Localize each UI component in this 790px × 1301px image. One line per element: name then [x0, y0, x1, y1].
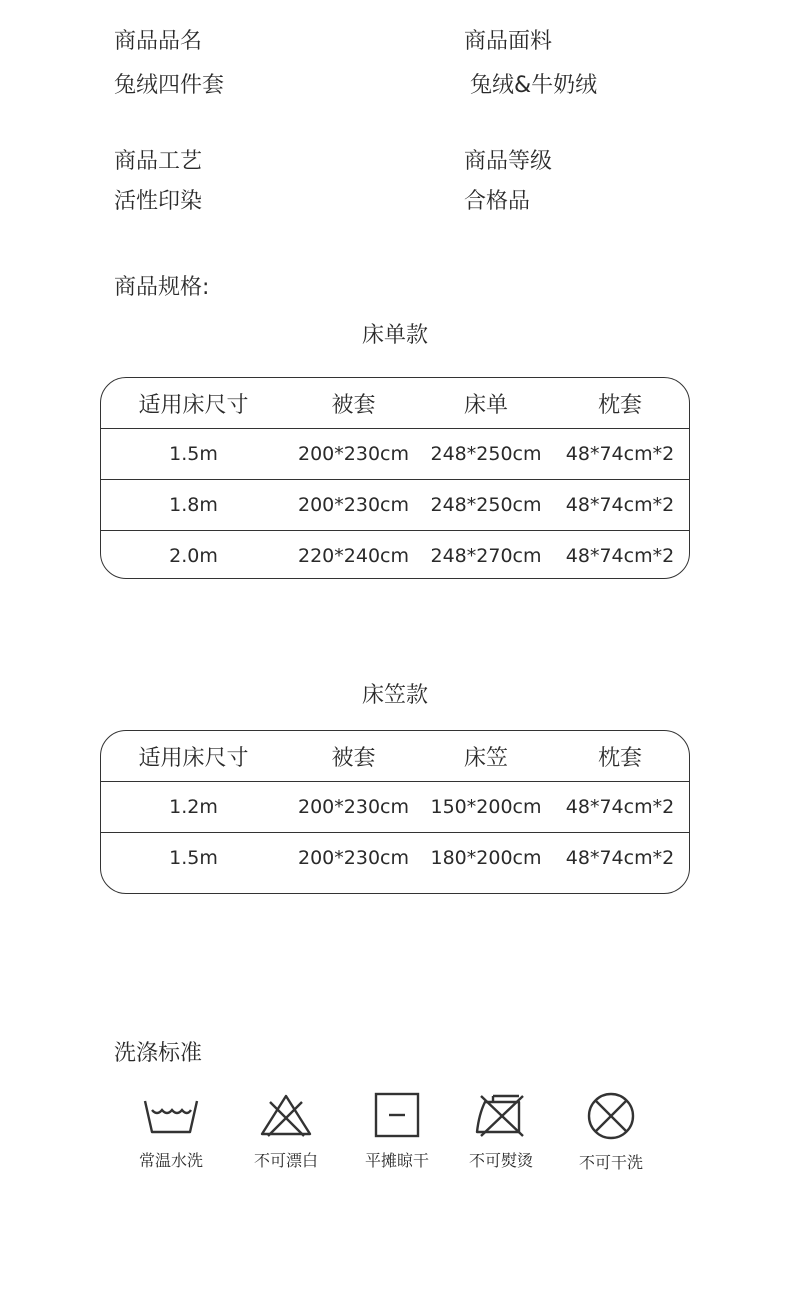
care-item-dry-flat	[342, 1092, 452, 1171]
table-cell: 248*250cm	[430, 443, 542, 465]
table-cell: 48*74cm*2	[565, 443, 675, 465]
header-duvet: 被套	[331, 745, 376, 771]
care-label: 不可熨烫	[468, 1151, 533, 1170]
care-label: 平摊晾干	[364, 1151, 429, 1170]
table-cell: 48*74cm*2	[565, 796, 675, 818]
dry-flat-icon	[367, 1092, 427, 1138]
grade-label: 商品等级	[464, 149, 553, 174]
care-item-wash	[116, 1092, 226, 1171]
header-duvet: 被套	[331, 392, 376, 418]
table-header-row	[101, 731, 689, 781]
care-item-no-dry-clean	[556, 1092, 666, 1173]
care-label: 不可漂白	[253, 1151, 318, 1170]
care-label: 常温水洗	[138, 1151, 203, 1170]
sheet-table-caption: 床单款	[361, 323, 428, 348]
no-dry-clean-icon	[581, 1092, 641, 1140]
care-label: 不可干洗	[578, 1153, 643, 1172]
craft-label: 商品工艺	[114, 149, 203, 174]
table-cell: 248*250cm	[430, 494, 542, 516]
table-row	[101, 530, 689, 579]
table-cell: 180*200cm	[430, 847, 542, 869]
care-item-no-iron	[446, 1092, 556, 1171]
table-cell: 48*74cm*2	[565, 545, 675, 567]
table-row	[101, 832, 689, 883]
no-bleach-icon	[256, 1092, 316, 1138]
spec-label: 商品规格:	[114, 275, 210, 300]
table-row	[101, 428, 689, 479]
sheet-size-table	[100, 377, 690, 579]
header-fitted-sheet: 床笠	[463, 745, 508, 771]
table-cell: 1.5m	[169, 443, 218, 465]
fitted-table-caption: 床笠款	[361, 683, 428, 708]
table-cell: 200*230cm	[298, 443, 409, 465]
table-cell: 200*230cm	[298, 494, 409, 516]
table-cell: 48*74cm*2	[565, 847, 675, 869]
care-title: 洗涤标准	[114, 1041, 203, 1066]
table-cell: 48*74cm*2	[565, 494, 675, 516]
table-cell: 1.2m	[169, 796, 218, 818]
header-pillowcase: 枕套	[597, 745, 642, 771]
header-bed-size: 适用床尺寸	[138, 392, 249, 418]
fabric-name-value: 兔绒四件套	[114, 73, 225, 98]
table-header-row	[101, 378, 689, 428]
table-row	[101, 781, 689, 832]
table-cell: 150*200cm	[430, 796, 542, 818]
header-pillowcase: 枕套	[597, 392, 642, 418]
table-cell: 1.8m	[169, 494, 218, 516]
header-sheet: 床单	[463, 392, 508, 418]
fabric-material-value: 兔绒&牛奶绒	[470, 73, 598, 98]
care-item-no-bleach	[231, 1092, 341, 1171]
header-bed-size: 适用床尺寸	[138, 745, 249, 771]
fabric-material-label: 商品面料	[464, 29, 553, 54]
table-cell: 200*230cm	[298, 847, 409, 869]
table-cell: 248*270cm	[430, 545, 542, 567]
fabric-name-label: 商品品名	[114, 29, 203, 54]
fitted-size-table	[100, 730, 690, 894]
table-cell: 200*230cm	[298, 796, 409, 818]
craft-value: 活性印染	[114, 189, 203, 214]
no-iron-icon	[471, 1092, 531, 1138]
wash-basin-icon	[141, 1092, 201, 1138]
table-row	[101, 479, 689, 530]
table-cell: 1.5m	[169, 847, 218, 869]
grade-value: 合格品	[464, 189, 531, 214]
table-cell: 2.0m	[169, 545, 218, 567]
table-cell: 220*240cm	[298, 545, 409, 567]
